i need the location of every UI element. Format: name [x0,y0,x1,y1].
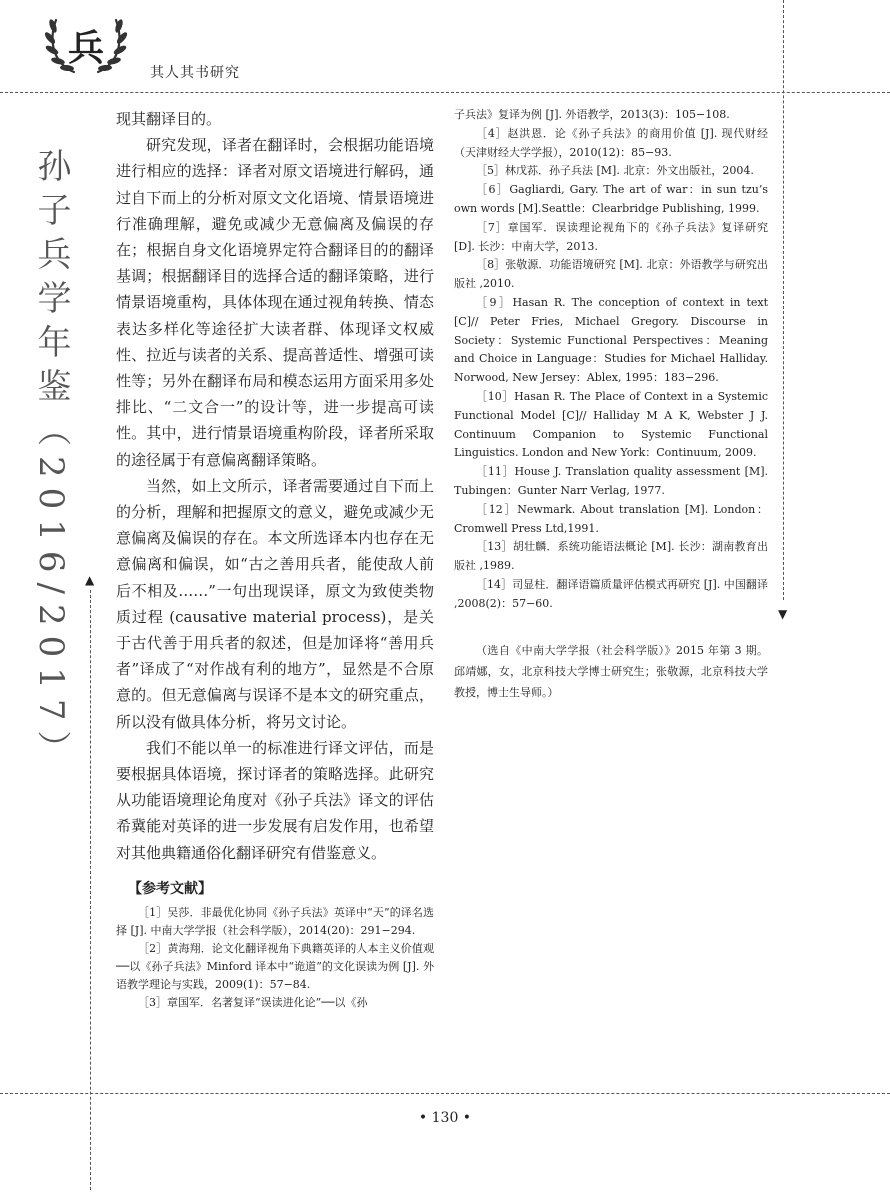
reference-continuation: 子兵法》复译为例 [J]. 外语教学，2013(3)：105−108. [454,108,730,121]
reference-item: ［4］赵洪恩．论《孙子兵法》的商用价值 [J]. 现代财经（天津财经大学学报），2010(12)：85−93. [454,126,768,159]
header-rule [0,92,890,93]
body-paragraph: 我们不能以单一的标准进行译文评估，而是要根据具体语境，探讨译者的策略选择。此研究从功能语境理论角度对《孙子兵法》译文的评估希冀能对英译的进一步发展有启发作用，也希望对其他典籍通俗化翻译研究有借鉴意义。 [116,738,434,862]
left-column [116,106,434,1012]
up-arrow-icon: ▲ [85,573,95,587]
reference-item: ［11］House J. Translation quality assessment [M]. Tubingen：Gunter Narr Verlag, 1977. [454,465,768,497]
source-note: （选自《中南大学学报（社会科学版）》2015 年第 3 期。邱靖娜，女，北京科技大学博士研究生；张敬源，北京科技大学教授，博士生导师。） [454,643,768,699]
section-title: 其人其书研究 [150,65,240,81]
reference-item: ［3］章国军．名著复译“误读进化论”──以《孙 [138,995,368,1009]
footer-rule [0,1093,890,1094]
reference-item: ［10］Hasan R. The Place of Context in a Systemic Functional Model [C]// Halliday M A K, Webster J J. Continuum Companion to Systemic Functional Linguistics. London and New York：Continuum, 2009. [454,389,768,460]
vertical-book-title: 孙子兵学年鉴（2016/2017） [31,148,71,775]
svg-text:兵: 兵 [67,27,105,69]
down-arrow-icon: ▼ [778,607,788,621]
reference-item: ［5］林戊荪．孙子兵法 [M]. 北京：外文出版社，2004. [476,164,754,178]
reference-item: ［14］司显柱．翻译语篇质量评估模式再研究 [J]. 中国翻译 ,2008(2)：57−60. [454,577,768,610]
reference-item: ［2］黄海翔．论文化翻译视角下典籍英译的人本主义价值观──以《孙子兵法》Minford 译本中“诡道”的文化误读为例 [J]. 外语教学理论与实践，2009(1)：57−84. [116,941,434,991]
reference-item: ［1］吴莎．非最优化协同《孙子兵法》英译中“天”的译名选择 [J]. 中南大学学报（社会科学版），2014(20)：291−294. [116,905,434,937]
reference-item: ［13］胡壮麟．系统功能语法概论 [M]. 长沙：湖南教育出版社 ,1989. [454,540,768,573]
references-heading: 【参考文献】 [128,880,212,897]
left-margin-rule [90,590,91,1190]
right-column [454,106,768,714]
body-paragraph: 当然，如上文所示，译者需要通过自下而上的分析，理解和把握原文的意义，避免或减少无意偏离及偏误的存在。本文所选译本内也存在无意偏离和偏误，如“古之善用兵者，能使敌人前后不相及……”一句出现误译，原文为致使类物质过程 (causative material process)，是关于古代善于用兵者的叙述，但是加译将“善用兵者”译成了“对作战有利的地方”，显然是不合原意的。但无意偏离与误译不是本文的研究重点，所以没有做具体分析，将另文讨论。 [116,476,434,731]
reference-item: ［8］张敬源．功能语境研究 [M]. 北京：外语教学与研究出版社 ,2010. [454,258,768,291]
reference-item: ［6］Gagliardi, Gary. The art of war：in sun tzu’s own words [M].Seattle：Clearbridge Publishing, 1999. [454,183,768,215]
laurel-logo-icon [40,12,132,78]
reference-item: ［7］章国军．误读理论视角下的《孙子兵法》复译研究 [D]. 长沙：中南大学，2013. [454,220,768,253]
reference-item: ［12］Newmark. About translation [M]. London：Cromwell Press Ltd,1991. [454,502,768,535]
reference-item: ［9］Hasan R. The conception of context in text [C]// Peter Fries, Michael Gregory. Discourse in Society：Systemic Functional Perspectives：Meaning and Choice in Language：Studies for Michael Halliday. Norwood, New Jersey：Ablex, 1995：183−296. [454,295,768,385]
body-paragraph: 现其翻译目的。 [116,110,222,128]
body-paragraph: 研究发现，译者在翻译时，会根据功能语境进行相应的选择：译者对原文语境进行解码，通过自下而上的分析对原文文化语境、情景语境进行准确理解，避免或减少无意偏离及偏误的存在；根据自身文化语境界定符合翻译目的的翻译基调；根据翻译目的选择合适的翻译策略，进行情景语境重构，具体体现在通过视角转换、情态表达多样化等途径扩大读者群、体现译文权威性、拉近与读者的关系、提高普适性、增强可读性等；另外在翻译布局和模态运用方面采用多处排比、“二文合一”的设计等，进一步提高可读性。其中，进行情景语境重构阶段，译者所采取的途径属于有意偏离翻译策略。 [116,136,434,469]
right-margin-rule [783,0,784,600]
page-number: • 130 • [418,1110,472,1126]
